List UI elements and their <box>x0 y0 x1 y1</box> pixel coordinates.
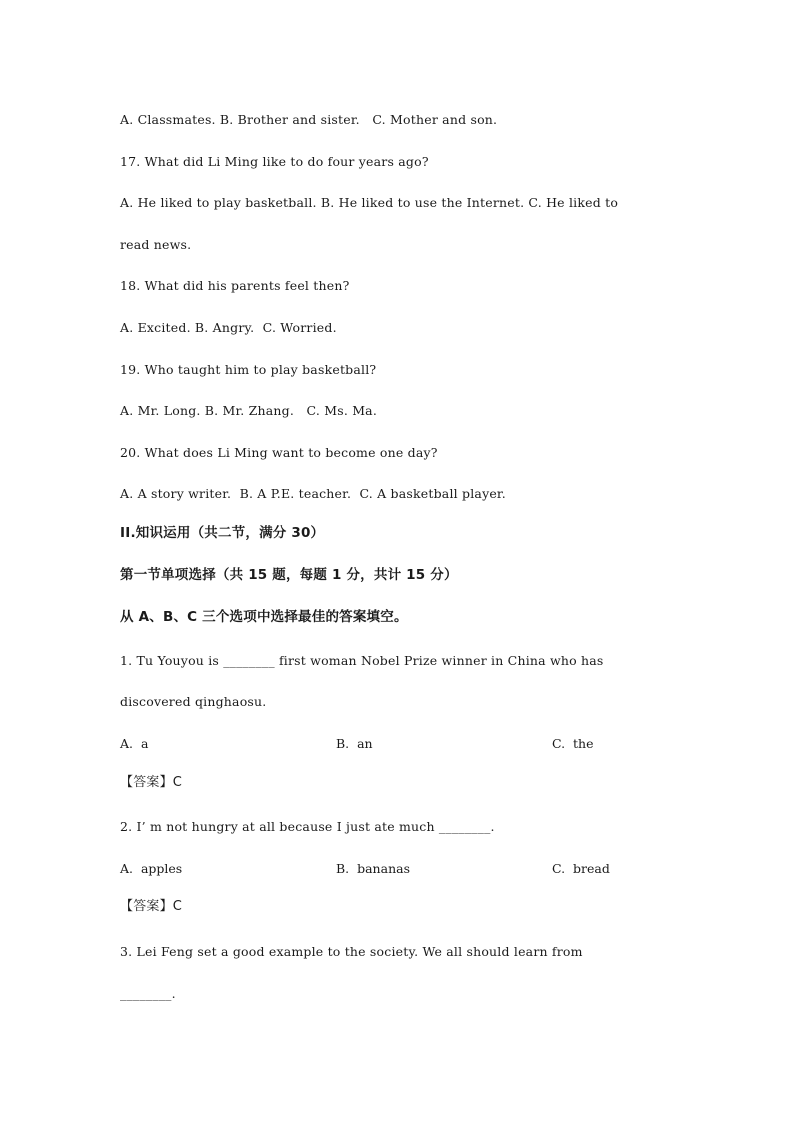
s3-question-continued: ________. <box>120 986 176 1001</box>
s1-answer: 【答案】C <box>120 775 183 790</box>
s2-option-a: A. apples <box>120 861 183 876</box>
s1-option-c: C. the <box>552 736 594 751</box>
q17-question: 17. What did Li Ming like to do four years ago? <box>120 154 429 169</box>
q16-options: A. Classmates. B. Brother and sister. C. Mother and son. <box>120 112 498 127</box>
s2-question: 2. I’ m not hungry at all because I just ate much ________. <box>120 819 495 834</box>
s3-question: 3. Lei Feng set a good example to the society. We all should learn from <box>120 944 583 959</box>
s1-option-a: A. a <box>120 736 149 751</box>
q17-options-continued: read news. <box>120 237 192 252</box>
q20-question: 20. What does Li Ming want to become one day? <box>120 445 438 460</box>
s1-question-continued: discovered qinghaosu. <box>120 694 267 709</box>
s2-option-c: C. bread <box>552 861 610 876</box>
q18-options: A. Excited. B. Angry. C. Worried. <box>120 320 337 335</box>
section-heading: II.知识运用（共二节，满分 30） <box>120 525 325 541</box>
s2-option-b: B. bananas <box>336 861 410 876</box>
q19-question: 19. Who taught him to play basketball? <box>120 362 377 377</box>
subsection-heading: 第一节单项选择（共 15 题，每题 1 分，共计 15 分） <box>120 567 458 583</box>
instructions: 从 A、B、C 三个选项中选择最佳的答案填空。 <box>120 609 408 625</box>
s1-option-b: B. an <box>336 736 373 751</box>
q20-options: A. A story writer. B. A P.E. teacher. C. A basketball player. <box>120 486 506 501</box>
q17-options: A. He liked to play basketball. B. He liked to use the Internet. C. He liked to <box>120 195 619 210</box>
s2-answer: 【答案】C <box>120 899 183 914</box>
q18-question: 18. What did his parents feel then? <box>120 278 350 293</box>
q19-options: A. Mr. Long. B. Mr. Zhang. C. Ms. Ma. <box>120 403 378 418</box>
s1-question: 1. Tu Youyou is ________ first woman Nobel Prize winner in China who has <box>120 653 604 668</box>
